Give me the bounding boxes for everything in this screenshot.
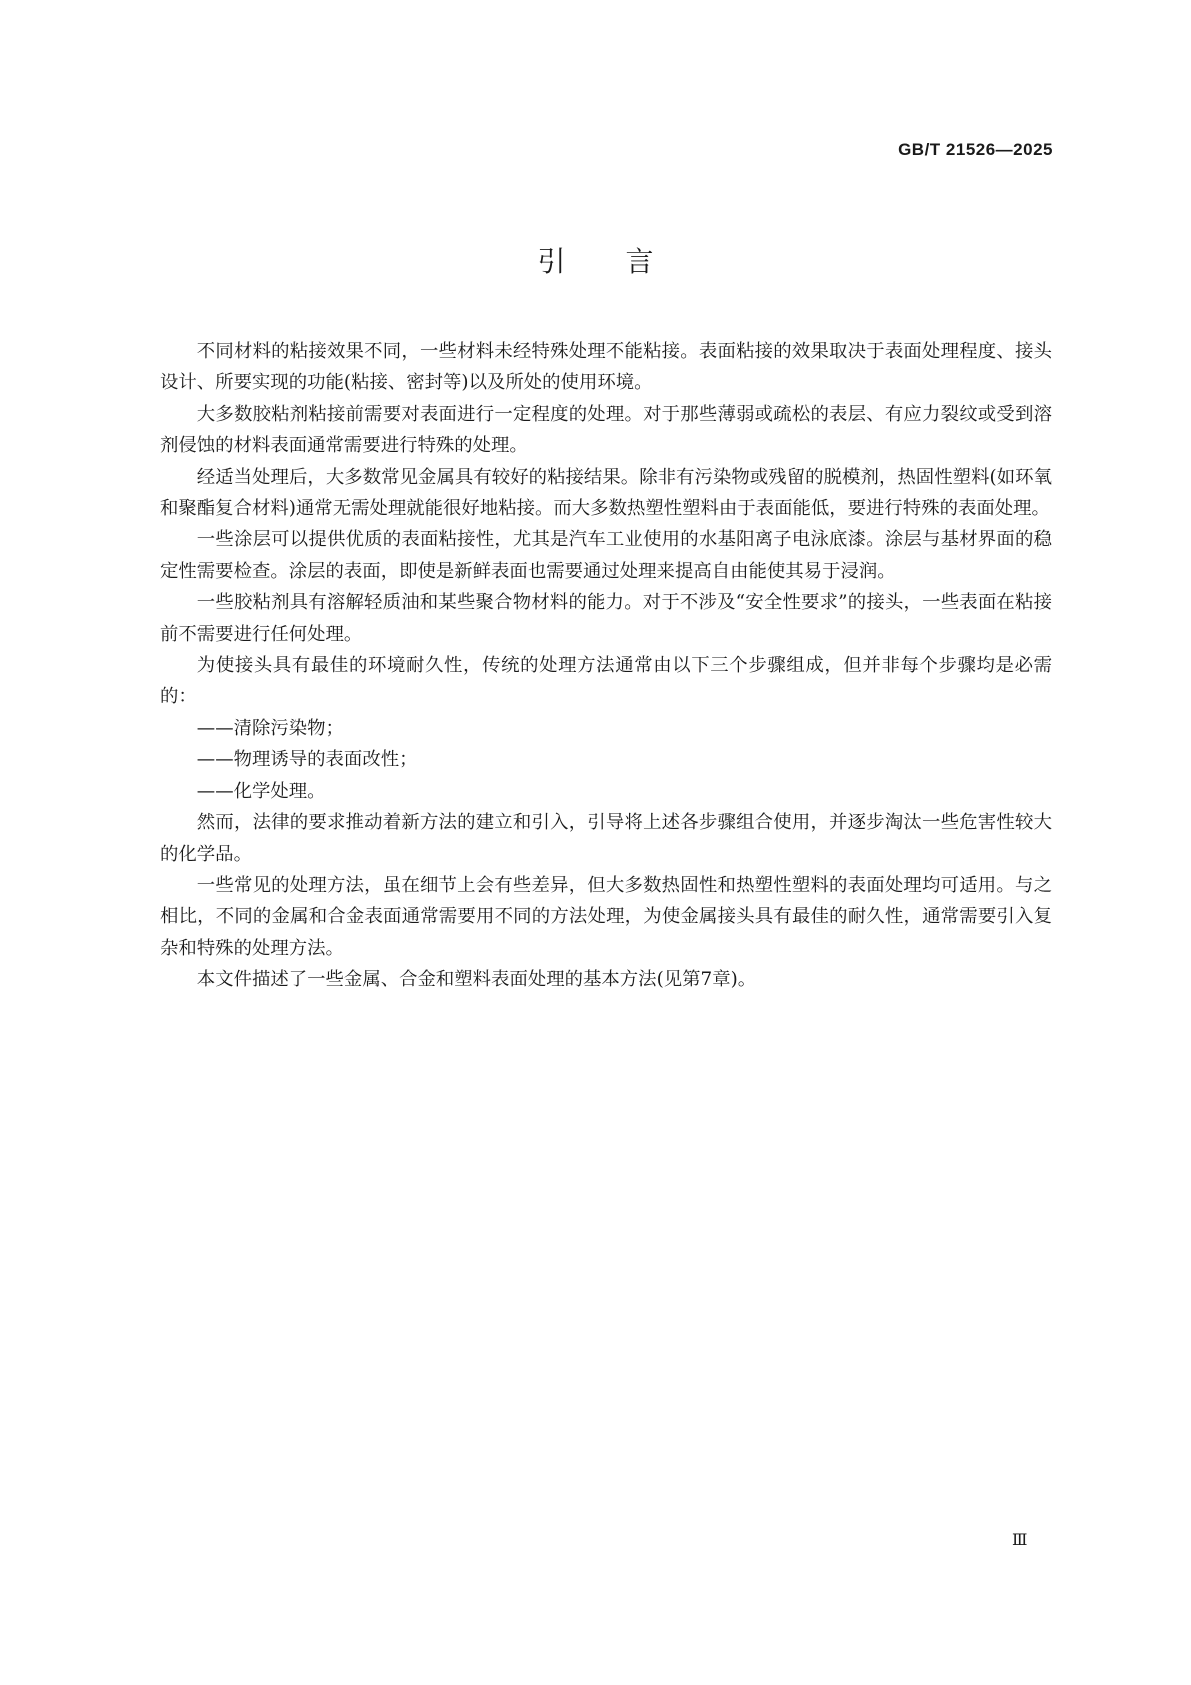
list-item: ——清除污染物； — [196, 717, 344, 739]
paragraph: 不同材料的粘接效果不同，一些材料未经特殊处理不能粘接。表面粘接的效果取决于表面处理程度、接头设计、所要实现的功能(粘接、密封等)以及所处的使用环境。 — [160, 341, 1052, 394]
paragraph: 然而，法律的要求推动着新方法的建立和引入，引导将上述各步骤组合使用，并逐步淘汰一些危害性较大的化学品。 — [160, 812, 1052, 865]
paragraph: 大多数胶粘剂粘接前需要对表面进行一定程度的处理。对于那些薄弱或疏松的表层、有应力裂纹或受到溶剂侵蚀的材料表面通常需要进行特殊的处理。 — [160, 403, 1052, 457]
paragraph: 一些常见的处理方法，虽在细节上会有些差异，但大多数热固性和热塑性塑料的表面处理均可适用。与之相比，不同的金属和合金表面通常需要用不同的方法处理，为使金属接头具有最佳的耐久性，通常需要引入复杂和特殊的处理方法。 — [160, 874, 1052, 959]
standard-code: GB/T 21526—2025 — [898, 140, 1053, 159]
paragraph: 一些胶粘剂具有溶解轻质油和某些聚合物材料的能力。对于不涉及“安全性要求”的接头，一些表面在粘接前不需要进行任何处理。 — [160, 592, 1052, 645]
page-number: Ⅲ — [1012, 1530, 1028, 1549]
list-item: ——化学处理。 — [196, 780, 326, 802]
paragraph: 经适当处理后，大多数常见金属具有较好的粘接结果。除非有污染物或残留的脱模剂，热固性塑料(如环氧和聚酯复合材料)通常无需处理就能很好地粘接。而大多数热塑性塑料由于表面能低，要进行特殊的表面处理。 — [160, 466, 1052, 520]
paragraph: 本文件描述了一些金属、合金和塑料表面处理的基本方法(见第7章)。 — [196, 969, 757, 991]
list-item: ——物理诱导的表面改性； — [196, 749, 418, 771]
page-title: 引言 — [537, 245, 714, 278]
paragraph: 一些涂层可以提供优质的表面粘接性，尤其是汽车工业使用的水基阳离子电泳底漆。涂层与基材界面的稳定性需要检查。涂层的表面，即使是新鲜表面也需要通过处理来提高自由能使其易于浸润。 — [160, 529, 1052, 582]
document-body — [160, 336, 1052, 996]
paragraph: 为使接头具有最佳的环境耐久性，传统的处理方法通常由以下三个步骤组成，但并非每个步骤均是必需的： — [160, 655, 1052, 708]
